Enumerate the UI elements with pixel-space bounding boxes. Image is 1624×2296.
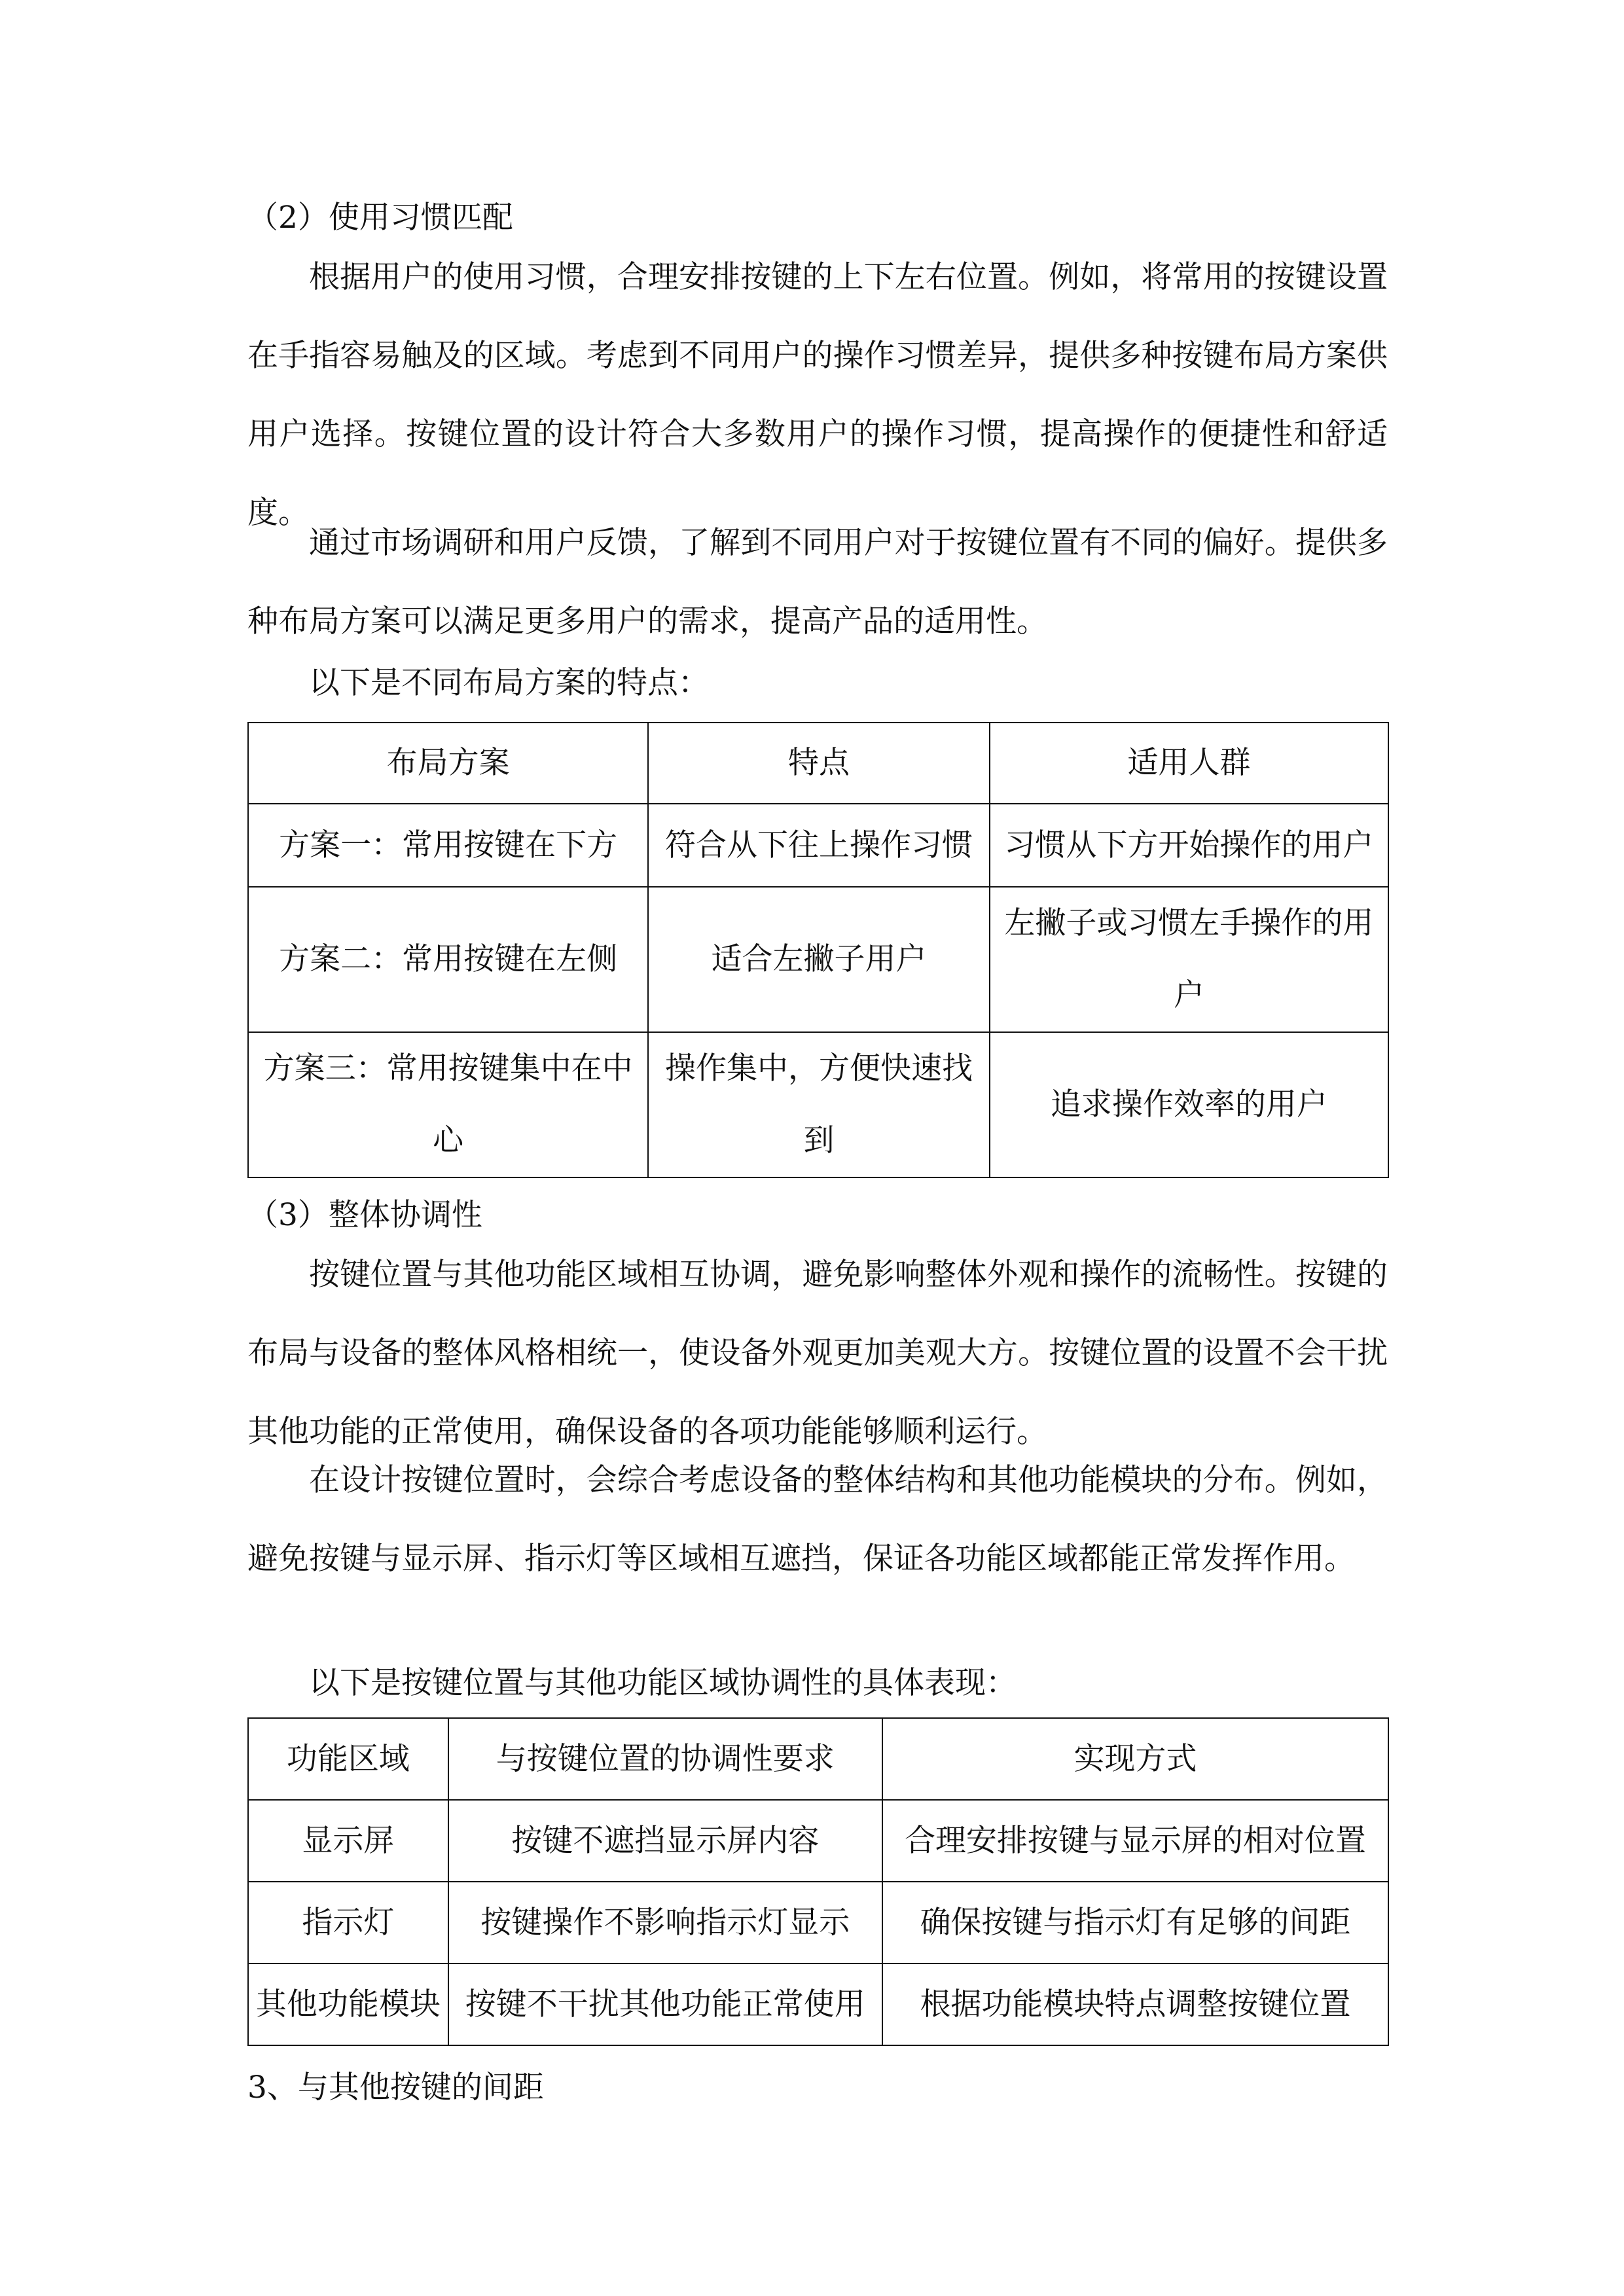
- table-cell: 左撇子或习惯左手操作的用户: [990, 887, 1388, 1032]
- table-cell: 按键操作不影响指示灯显示: [448, 1882, 882, 1964]
- table-cell: 方案二：常用按键在左侧: [248, 887, 648, 1032]
- table-header-cell: 与按键位置的协调性要求: [448, 1718, 882, 1800]
- coordination-table: [247, 1717, 1389, 2046]
- table-row: [248, 887, 1388, 1032]
- table-row: [248, 1882, 1388, 1964]
- table-row: [248, 1032, 1388, 1177]
- paragraph: 根据用户的使用习惯，合理安排按键的上下左右位置。例如，将常用的按键设置在手指容易触及的区域。考虑到不同用户的操作习惯差异，提供多种按键布局方案供用户选择。按键位置的设计符合大多数用户的操作习惯，提高操作的便捷性和舒适度。: [247, 259, 1388, 531]
- paragraph: 以下是按键位置与其他功能区域协调性的具体表现：: [309, 1665, 1017, 1701]
- section-heading-key-spacing: 3、与其他按键的间距: [247, 2070, 544, 2106]
- table-header-cell: 功能区域: [248, 1718, 448, 1800]
- table-cell: 指示灯: [248, 1882, 448, 1964]
- table-cell: 显示屏: [248, 1800, 448, 1882]
- table-cell: 根据功能模块特点调整按键位置: [882, 1964, 1388, 2045]
- table-cell: 方案三：常用按键集中在中心: [248, 1032, 648, 1177]
- table-cell: 习惯从下方开始操作的用户: [990, 804, 1388, 887]
- layout-scheme-table: [247, 722, 1389, 1178]
- table-header-row: [248, 723, 1388, 804]
- table-row: [248, 804, 1388, 887]
- paragraph: 通过市场调研和用户反馈，了解到不同用户对于按键位置有不同的偏好。提供多种布局方案可以满足更多用户的需求，提高产品的适用性。: [247, 525, 1388, 639]
- paragraph: 按键位置与其他功能区域相互协调，避免影响整体外观和操作的流畅性。按键的布局与设备的整体风格相统一，使设备外观更加美观大方。按键位置的设置不会干扰其他功能的正常使用，确保设备的各项功能能够顺利运行。: [247, 1257, 1388, 1450]
- table-cell: 合理安排按键与显示屏的相对位置: [882, 1800, 1388, 1882]
- paragraph: 以下是不同布局方案的特点：: [309, 665, 709, 701]
- table-cell: 按键不干扰其他功能正常使用: [448, 1964, 882, 2045]
- table-cell: 方案一：常用按键在下方: [248, 804, 648, 887]
- table-cell: 适合左撇子用户: [648, 887, 989, 1032]
- table-row: [248, 1800, 1388, 1882]
- table-cell: 操作集中，方便快速找到: [648, 1032, 989, 1177]
- table-cell: 按键不遮挡显示屏内容: [448, 1800, 882, 1882]
- table-cell: 其他功能模块: [248, 1964, 448, 2045]
- section-heading-overall-coordination: （3）整体协调性: [247, 1197, 482, 1233]
- table-cell: 追求操作效率的用户: [990, 1032, 1388, 1177]
- paragraph: 在设计按键位置时，会综合考虑设备的整体结构和其他功能模块的分布。例如，避免按键与显示屏、指示灯等区域相互遮挡，保证各功能区域都能正常发挥作用。: [247, 1462, 1388, 1577]
- table-header-cell: 适用人群: [990, 723, 1388, 804]
- table-header-cell: 特点: [648, 723, 989, 804]
- section-heading-usage-habits: （2）使用习惯匹配: [247, 200, 513, 236]
- table-row: [248, 1964, 1388, 2045]
- table-header-row: [248, 1718, 1388, 1800]
- table-cell: 确保按键与指示灯有足够的间距: [882, 1882, 1388, 1964]
- table-header-cell: 实现方式: [882, 1718, 1388, 1800]
- table-cell: 符合从下往上操作习惯: [648, 804, 989, 887]
- table-header-cell: 布局方案: [248, 723, 648, 804]
